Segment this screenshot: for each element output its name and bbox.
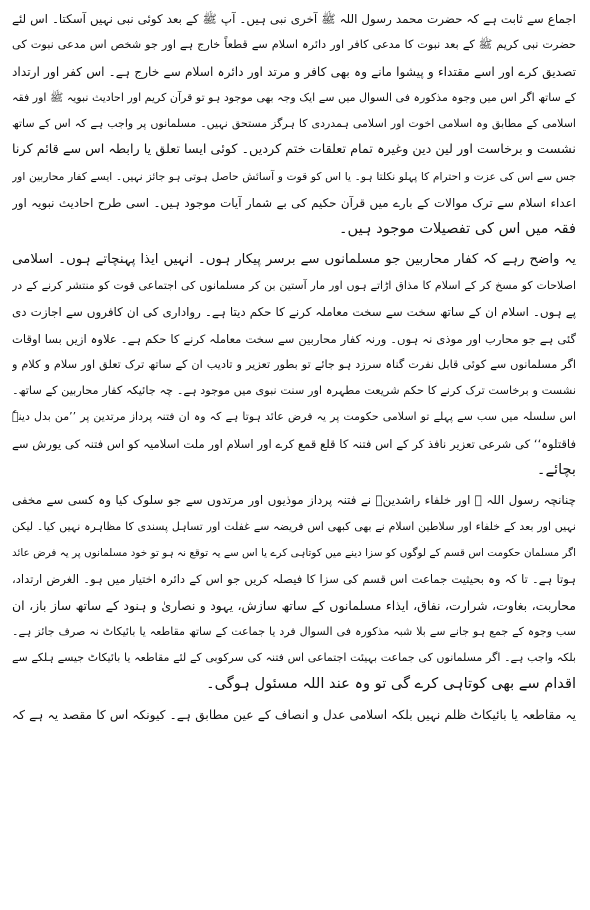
text-line: جس سے اس کی عزت و احترام کا پہلو نکلتا ہو۔ یا اس کو قوت و آسائش حاصل ہوتی ہو جائز نہیں۔ ایسے کفار محاربین اور bbox=[12, 169, 576, 183]
text-line: اس سلسلہ میں سب سے پہلے تو اسلامی حکومت پر یہ فرض عائد ہوتا ہے کہ وہ ان فتنہ پرداز مرتدین پر ’’من بدل دینہٗ bbox=[12, 410, 576, 424]
text-line: ہوتا ہے۔ تا کہ وہ بحیثیت جماعت اس قسم کی سزا کا فیصلہ کریں جو اس کے دائرہ اختیار میں ہو۔ الغرض ارتداد، bbox=[12, 572, 576, 587]
text-line: کے ساتھ اگر اس میں وجوہ مذکورہ فی السوال میں سے ایک وجہ بھی موجود ہو تو قرآن کریم اور احادیث نبویہ ﷺ اور فقہ bbox=[12, 90, 576, 104]
text-line: گئی ہے جو محارب اور موذی نہ ہوں۔ ورنہ کفار محاربین سے سخت معاملہ کرنے کا حکم ہے۔ علاوہ ازیں بسا اوقات bbox=[12, 331, 576, 346]
text-line: اگر مسلمانوں سے کوئی قابل نفرت گناہ سرزد ہو جائے تو بطور تعزیر و تادیب ان کے ساتھ ترک تعلق اور سلام و کلام و bbox=[12, 357, 576, 371]
text-line: نہیں اور بعد کے خلفاء اور سلاطین اسلام نے بھی کبھی اس فریضہ سے غفلت اور تساہل پسندی کا مظاہرہ نہیں کیا۔ لیکن bbox=[12, 519, 576, 533]
text-line: بلکہ واجب ہے۔ اگر مسلمانوں کی جماعت بہیئت اجتماعی اس فتنہ کی سرکوبی کے لئے مقاطعہ یا بائیکاٹ جیسے ہلکے سے bbox=[12, 651, 576, 665]
text-line: اسلامی کے مطابق وہ اسلامی اخوت اور اسلامی ہمدردی کا ہرگز مستحق نہیں۔ مسلمانوں پر واجب ہے کہ اس کے ساتھ bbox=[12, 117, 576, 131]
text-line: یہ واضح رہے کہ کفار محاربین جو مسلمانوں سے برسر پیکار ہوں۔ انہیں ایذا پہنچاتے ہوں۔ اسلامی bbox=[12, 251, 576, 267]
text-line: پے ہوں۔ اسلام ان کے ساتھ سخت سے سخت معاملہ کرنے کا حکم دیتا ہے۔ رواداری کی ان کافروں سے اجازت دی bbox=[12, 305, 576, 320]
text-line: نشست و برخاست اور لین دین وغیرہ تمام تعلقات ختم کردیں۔ کوئی ایسا تعلق یا رابطہ اس سے قائم کرنا bbox=[12, 142, 576, 158]
text-line: فاقتلوہ‘‘ کی شرعی تعزیر نافذ کر کے اس فتنہ کا قلع قمع کرے اور اسلام اور ملت اسلامیہ کو اس فتنہ کی یورش سے bbox=[12, 436, 576, 451]
text-line: نشست و برخاست ترک کرنے کا حکم شریعت مطہرہ اور سنت نبوی میں موجود ہے۔ چہ جائیکہ کفار محاربین کے ساتھ۔ bbox=[12, 384, 576, 398]
text-line: محاربت، بغاوت، شرارت، نفاق، ایذاء مسلمانوں کے ساتھ سازش، یہود و نصاریٰ و ہنود کے ساتھ ساز باز، ان bbox=[12, 597, 576, 613]
text-line: فقہ میں اس کی تفصیلات موجود ہیں۔ bbox=[338, 220, 576, 238]
text-line: اعداء اسلام سے ترک موالات کے بارے میں قرآن حکیم کی بے شمار آیات موجود ہیں۔ اسی طرح احادیث نبویہ اور bbox=[12, 196, 576, 211]
text-line: چنانچہ رسول اللہ ﷺ اور خلفاء راشدینؓ نے فتنہ پرداز موذیوں اور مرتدوں سے جو سلوک کیا وہ کسی سے مخفی bbox=[12, 493, 576, 508]
text-line: تصدیق کرے اور اسے مقتداء و پیشوا مانے وہ بھی کافر و مرتد اور دائرہ اسلام سے خارج ہے۔ اس کفر اور ارتداد bbox=[12, 64, 576, 79]
text-line: بچائے۔ bbox=[536, 461, 576, 479]
text-line: حضرت نبی کریم ﷺ کے بعد نبوت کا مدعی کافر اور دائرہ اسلام سے قطعاً خارج ہے اور جو شخص اس مدعی نبوت کی bbox=[12, 38, 576, 52]
text-line: سب وجوہ کے جمع ہو جانے سے بلا شبہ مذکورہ فی السوال فرد یا جماعت کے ساتھ مقاطعہ یا بائیکاٹ نہ صرف جائز ہے۔ bbox=[12, 624, 576, 638]
text-line: یہ مقاطعہ یا بائیکاٹ ظلم نہیں بلکہ اسلامی عدل و انصاف کے عین مطابق ہے۔ کیونکہ اس کا مقصد یہ ہے کہ bbox=[12, 707, 576, 722]
text-line: اصلاحات کو مسخ کر کے اسلام کا مذاق اڑاتے ہوں اور مار آستین بن کر مسلمانوں کی اجتماعی قوت کو منتشر کرنے کے در bbox=[12, 278, 576, 292]
text-line: اجماع سے ثابت ہے کہ حضرت محمد رسول اللہ ﷺ آخری نبی ہیں۔ آپ ﷺ کے بعد کوئی نبی نہیں آسکتا۔ اس لئے bbox=[12, 12, 576, 26]
text-line: اقدام سے بھی کوتاہی کرے گی تو وہ عند اللہ مسئول ہوگی۔ bbox=[206, 675, 576, 693]
text-line: اگر مسلمان حکومت اس قسم کے لوگوں کو سزا دینے میں کوتاہی کرے یا اس سے یہ توقع نہ ہو تو خود مسلمانوں پر یہ فرض عائد bbox=[12, 546, 576, 559]
